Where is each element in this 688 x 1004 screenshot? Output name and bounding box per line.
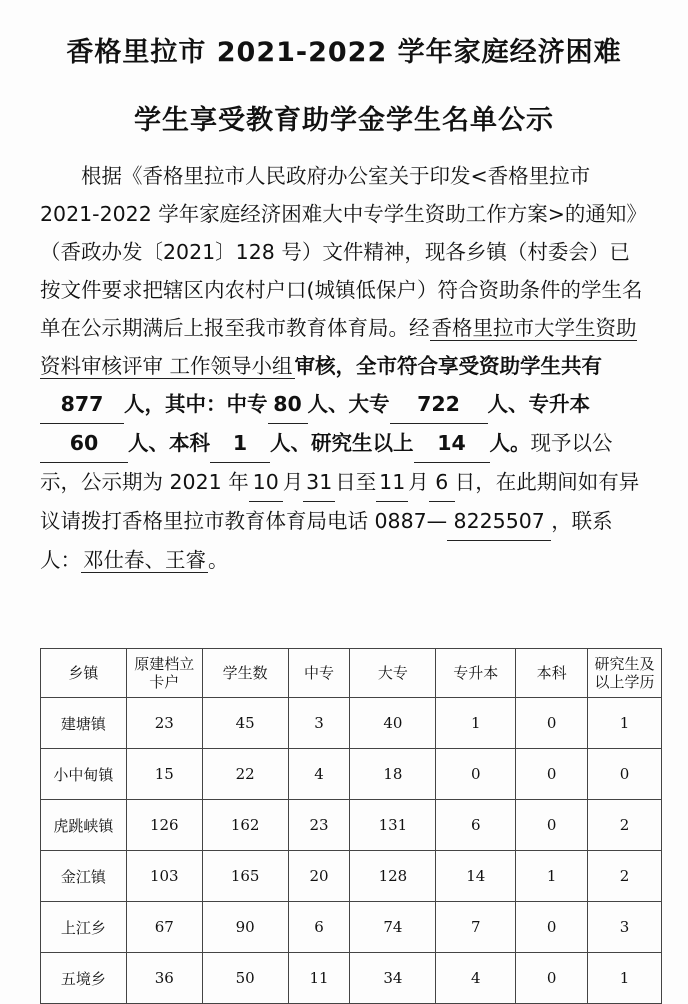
header-cell: 本科: [516, 649, 588, 698]
table-cell: 0: [436, 749, 516, 800]
table-cell: 20: [288, 851, 350, 902]
table-cell: 0: [516, 698, 588, 749]
end-day: 6: [429, 463, 455, 502]
para-text-12: 月: [408, 470, 429, 494]
table-cell: 0: [516, 953, 588, 1004]
table-cell: 128: [350, 851, 436, 902]
para-text-14: ，联系人：: [40, 509, 613, 572]
table-cell: 小中甸镇: [41, 749, 127, 800]
table-cell: 0: [516, 902, 588, 953]
title-line-1: 香格里拉市 2021-2022 学年家庭经济困难: [66, 37, 622, 68]
table-cell: 165: [202, 851, 288, 902]
table-cell: 0: [588, 749, 662, 800]
para-text-15: 。: [208, 548, 229, 572]
table-cell: 103: [126, 851, 202, 902]
table-cell: 6: [288, 902, 350, 953]
table-cell: 虎跳峡镇: [41, 800, 127, 851]
table-row: [41, 851, 662, 902]
benke-count: 1: [210, 424, 270, 463]
start-day: 31: [303, 463, 335, 502]
table-cell: 3: [288, 698, 350, 749]
para-text-1: 根据《香格里拉市人民政府办公室关于印发<香格里拉市 2021-2022 学年家庭经济困难大中专学生资助工作方案>的通知》（香政办发〔2021〕128 号）文件精神，现各乡镇（村委会）已按文件要求把辖区内农村户口(城镇低保户）符合资助条件的学生名单在公示期满后上报至我市教育体育局。经: [40, 164, 647, 340]
para-text-11: 日至: [335, 470, 377, 494]
header-cell: 研究生及以上学历: [588, 649, 662, 698]
table-cell: 3: [588, 902, 662, 953]
table-cell: 五境乡: [41, 953, 127, 1004]
table-row: [41, 698, 662, 749]
table-cell: 36: [126, 953, 202, 1004]
para-text-4: 人、大专: [307, 392, 390, 416]
title-line-2: 学生享受教育助学金学生名单公示: [134, 105, 554, 136]
table-row: [41, 749, 662, 800]
header-cell: 大专: [350, 649, 436, 698]
header-cell: 原建档立卡户: [126, 649, 202, 698]
para-text-3: 人，其中：中专: [124, 392, 268, 416]
table-cell: 74: [350, 902, 436, 953]
table-cell: 建塘镇: [41, 698, 127, 749]
header-cell: 中专: [288, 649, 350, 698]
total-students: 877: [40, 385, 124, 424]
table-cell: 1: [588, 953, 662, 1004]
table-row: [41, 800, 662, 851]
table-cell: 金江镇: [41, 851, 127, 902]
table-cell: 1: [436, 698, 516, 749]
zhuanshengben-count: 60: [40, 424, 128, 463]
table-cell: 2: [588, 800, 662, 851]
table-cell: 7: [436, 902, 516, 953]
table-cell: 23: [288, 800, 350, 851]
table-row: [41, 902, 662, 953]
para-text-8: 人。: [489, 431, 531, 455]
table-cell: 11: [288, 953, 350, 1004]
table-cell: 18: [350, 749, 436, 800]
table-cell: 上江乡: [41, 902, 127, 953]
table-cell: 15: [126, 749, 202, 800]
table-cell: 4: [436, 953, 516, 1004]
table-cell: 34: [350, 953, 436, 1004]
para-text-10: 月: [282, 470, 304, 494]
header-cell: 专升本: [436, 649, 516, 698]
table-cell: 23: [126, 698, 202, 749]
dazhuan-count: 722: [390, 385, 488, 424]
table-cell: 14: [436, 851, 516, 902]
review-committee: 香格里拉市大学生资助资料审核评审 工作领导小组: [40, 316, 637, 378]
end-month: 11: [376, 463, 408, 502]
table-cell: 67: [126, 902, 202, 953]
para-text-5: 人、专升本: [487, 392, 590, 416]
table-row: [41, 953, 662, 1004]
table-cell: 50: [202, 953, 288, 1004]
table-cell: 6: [436, 800, 516, 851]
header-cell: 学生数: [202, 649, 288, 698]
table-cell: 2: [588, 851, 662, 902]
para-text-13: 日，在此期间如有异议请拨打香格里拉市教育体育局电话 0887—: [40, 470, 640, 533]
table-header-row: [41, 649, 662, 698]
table-cell: 126: [126, 800, 202, 851]
table-cell: 45: [202, 698, 288, 749]
table-cell: 162: [202, 800, 288, 851]
para-text-6: 人、本科: [128, 431, 210, 455]
table-cell: 131: [350, 800, 436, 851]
table-cell: 1: [588, 698, 662, 749]
table-cell: 4: [288, 749, 350, 800]
phone-number: 8225507: [447, 502, 551, 541]
start-month: 10: [249, 463, 283, 502]
aid-table: [40, 648, 662, 1004]
table-cell: 0: [516, 749, 588, 800]
zhongzhuan-count: 80: [268, 385, 308, 424]
para-text-9: 现予以公示，公示期为 2021 年: [40, 431, 613, 494]
header-cell: 乡镇: [41, 649, 127, 698]
contact-persons: 邓仕春、王睿: [83, 548, 206, 572]
para-text-7: 人、研究生以上: [270, 431, 414, 455]
table-cell: 40: [350, 698, 436, 749]
yanjiusheng-count: 14: [414, 424, 490, 463]
notice-paragraph: [40, 157, 650, 579]
table-cell: 90: [202, 902, 288, 953]
table-cell: 0: [516, 800, 588, 851]
table-cell: 22: [202, 749, 288, 800]
table-cell: 1: [516, 851, 588, 902]
para-text-2: 审核，全市符合享受资助学生共有: [294, 354, 603, 378]
